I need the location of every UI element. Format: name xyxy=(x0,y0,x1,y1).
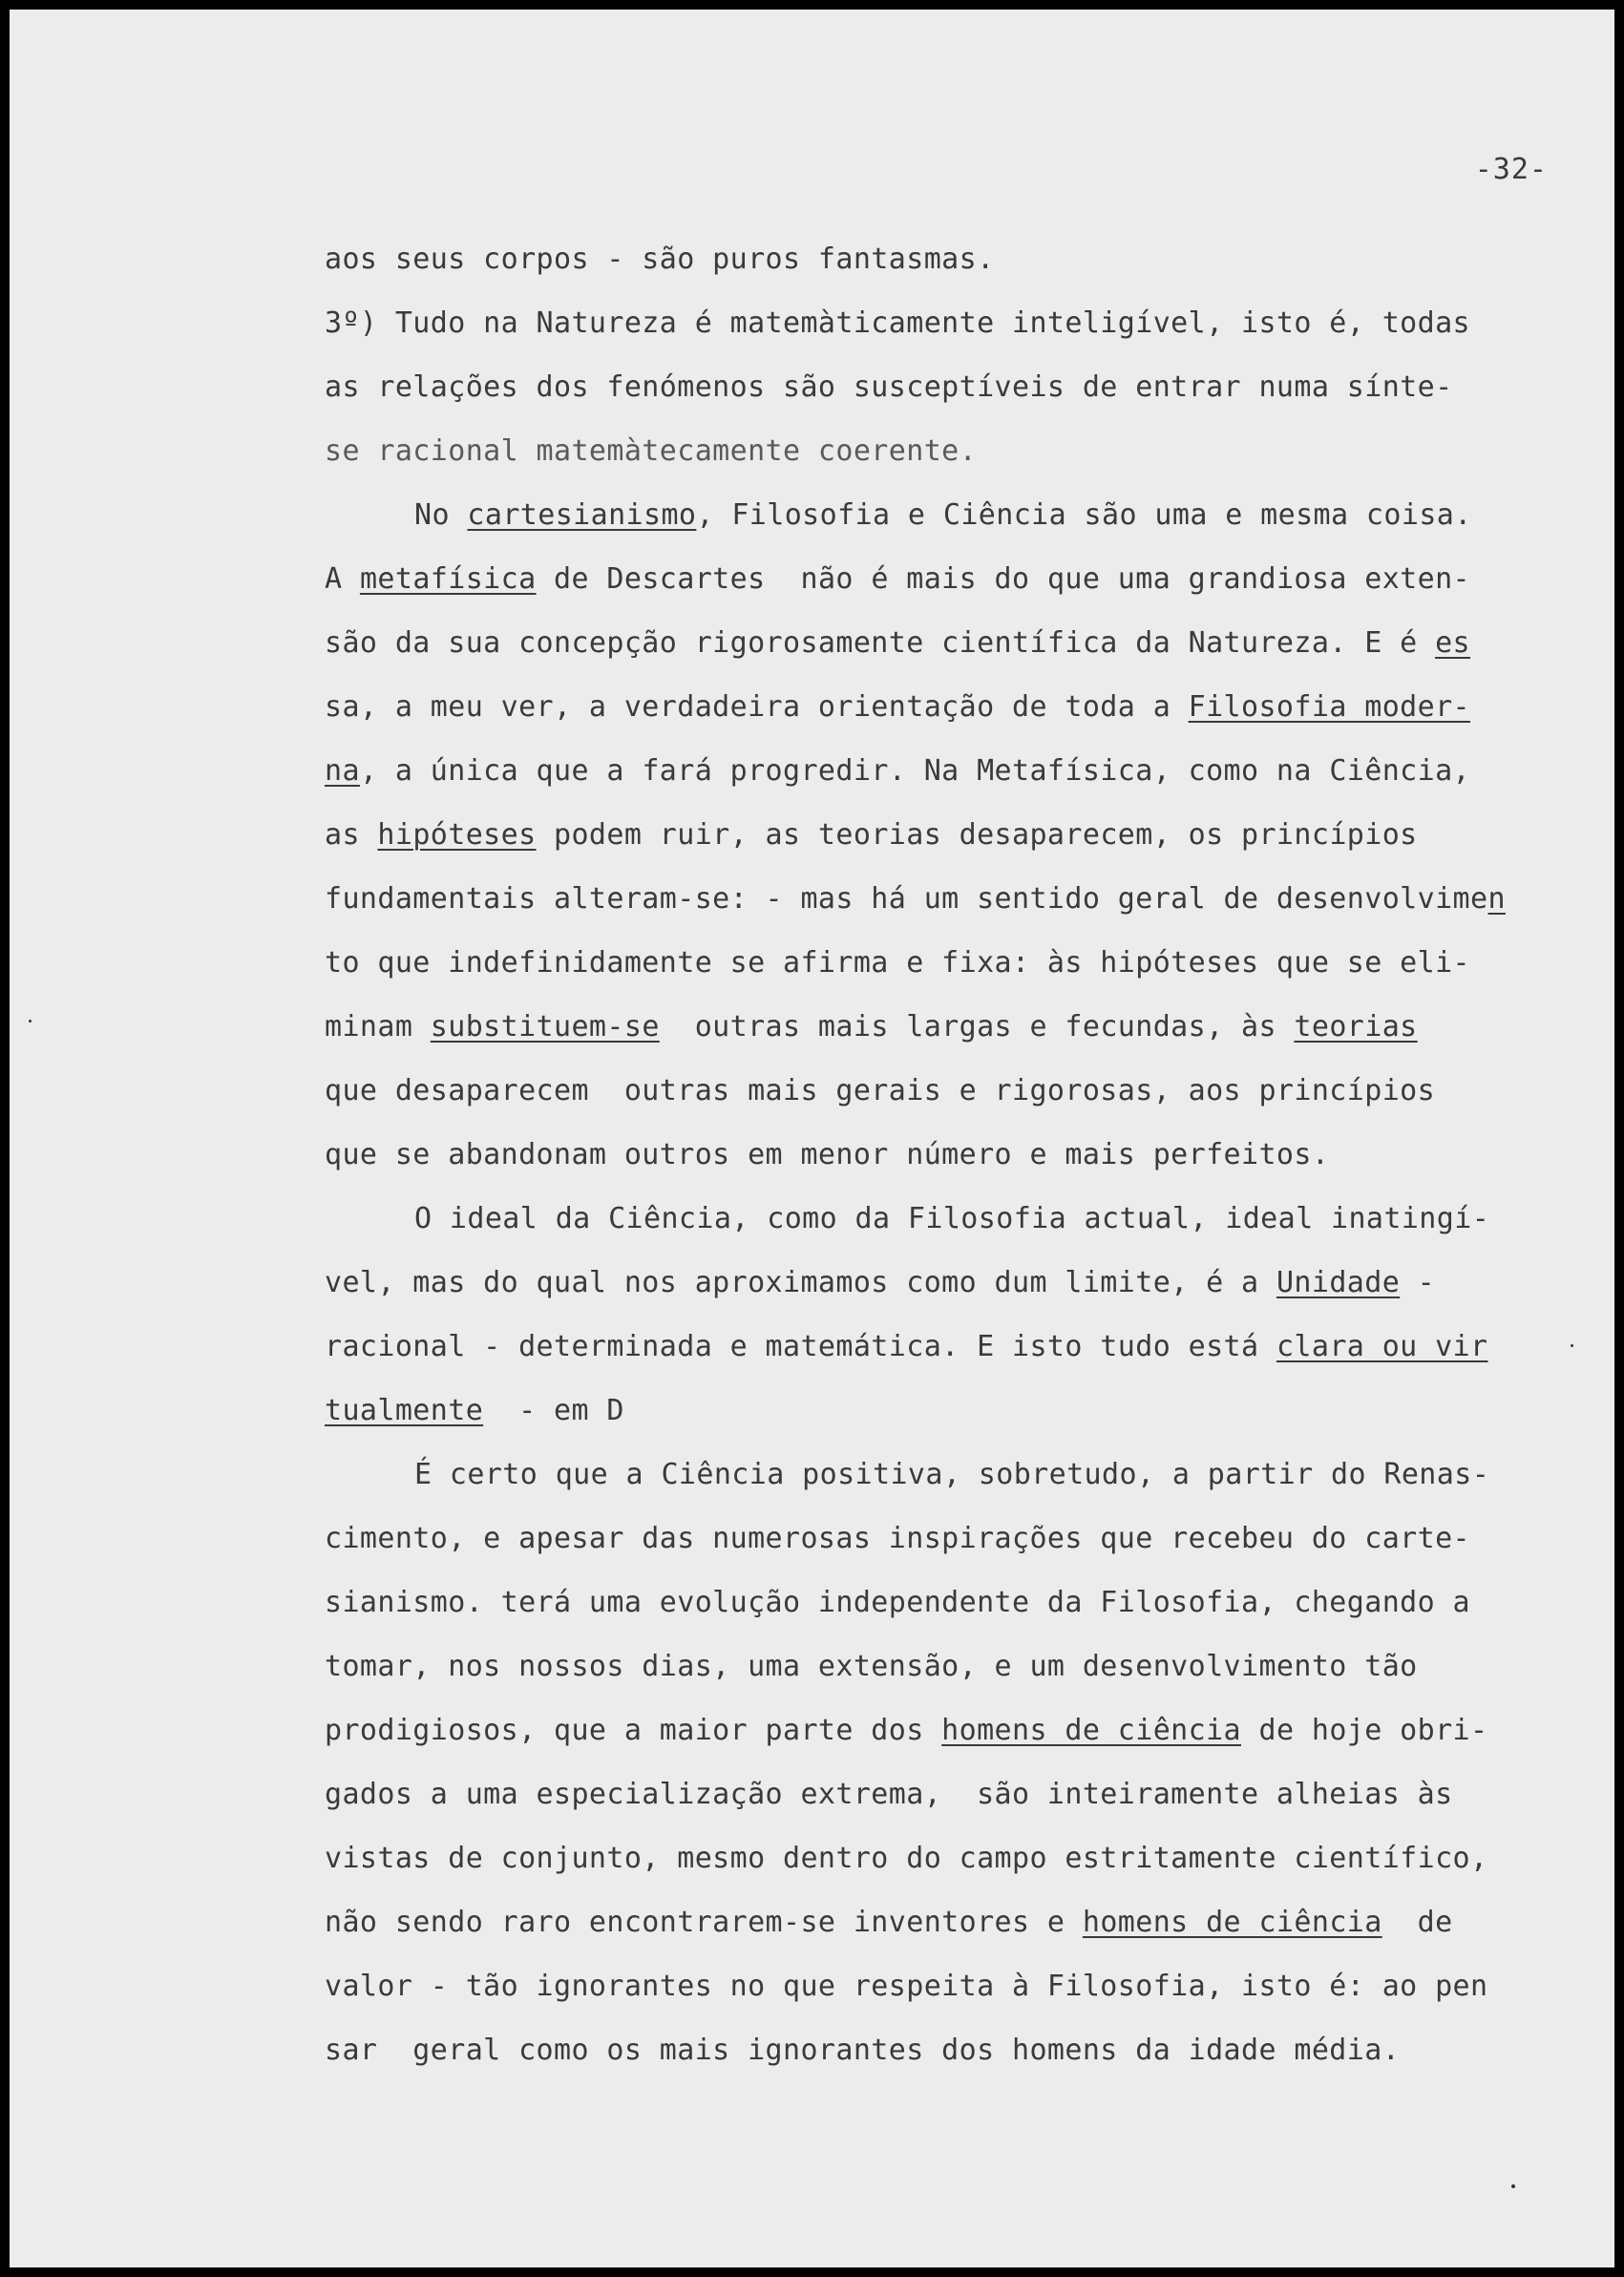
underlined-term: homens de ciência xyxy=(941,1714,1242,1747)
text-line: racional - determinada e matemática. E isto tudo está clara ou vir xyxy=(325,1330,1488,1363)
paragraph-start-line: É certo que a Ciência positiva, sobretudo, a partir do Renas- xyxy=(414,1458,1490,1491)
text-line: fundamentais alteram-se: - mas há um sentido geral de desenvolvimen xyxy=(325,882,1506,916)
paper-speck xyxy=(1511,2184,1515,2188)
underlined-term: homens de ciência xyxy=(1082,1906,1382,1939)
paper-speck xyxy=(1571,1344,1573,1347)
underlined-term: substituem-se xyxy=(430,1010,660,1044)
text-line: aos seus corpos - são puros fantasmas. xyxy=(325,242,995,276)
text-line: que desaparecem outras mais gerais e rigorosas, aos princípios xyxy=(325,1074,1436,1107)
underlined-term: tualmente xyxy=(325,1394,484,1427)
text-line: to que indefinidamente se afirma e fixa: às hipóteses que se eli- xyxy=(325,946,1470,980)
text-line: cimento, e apesar das numerosas inspirações que recebeu do carte- xyxy=(325,1522,1470,1555)
underlined-term: cartesianismo xyxy=(467,498,697,532)
text-line: minam substituem-se outras mais largas e fecundas, às teorias xyxy=(325,1010,1418,1044)
page-number: -32- xyxy=(1474,153,1548,186)
text-line: são da sua concepção rigorosamente científica da Natureza. E é es xyxy=(325,626,1471,660)
text-line: vistas de conjunto, mesmo dentro do campo estritamente científico, xyxy=(325,1842,1488,1875)
text-line: que se abandonam outros em menor número e mais perfeitos. xyxy=(325,1138,1330,1171)
underlined-term: Filosofia moder- xyxy=(1188,690,1471,724)
text-line: na, a única que a fará progredir. Na Metafísica, como na Ciência, xyxy=(325,754,1471,788)
text-line: as hipóteses podem ruir, as teorias desaparecem, os princípios xyxy=(325,818,1418,852)
typed-text-body xyxy=(325,227,1594,2082)
paragraph-start-line: O ideal da Ciência, como da Filosofia actual, ideal inatingí- xyxy=(414,1202,1490,1235)
text-line: sa, a meu ver, a verdadeira orientação de toda a Filosofia moder- xyxy=(325,690,1471,724)
text-line: prodigiosos, que a maior parte dos homens de ciência de hoje obri- xyxy=(325,1714,1488,1747)
text-line: não sendo raro encontrarem-se inventores e homens de ciência de xyxy=(325,1906,1453,1939)
underlined-term: Unidade xyxy=(1276,1266,1401,1299)
text-line: tomar, nos nossos dias, uma extensão, e um desenvolvimento tão xyxy=(325,1650,1418,1683)
text-line: as relações dos fenómenos são susceptíveis de entrar numa sínte- xyxy=(325,370,1453,404)
text-line: sianismo. terá uma evolução independente da Filosofia, chegando a xyxy=(325,1586,1470,1619)
text-line: 3º) Tudo na Natureza é matemàticamente inteligível, isto é, todas xyxy=(325,306,1470,340)
underlined-term: n xyxy=(1487,882,1506,916)
text-line: A metafísica de Descartes não é mais do que uma grandiosa exten- xyxy=(325,562,1471,596)
text-line: vel, mas do qual nos aproximamos como dum limite, é a Unidade - xyxy=(325,1266,1436,1299)
underlined-term: clara ou vir xyxy=(1276,1330,1488,1363)
underlined-term: na xyxy=(325,754,360,788)
text-line: tualmente - em D xyxy=(325,1394,624,1427)
underlined-term: teorias xyxy=(1294,1010,1418,1044)
paragraph-start-line: No cartesianismo, Filosofia e Ciência são uma e mesma coisa. xyxy=(414,498,1472,532)
underlined-term: metafísica xyxy=(359,562,537,596)
paper-speck xyxy=(29,1020,32,1023)
text-line: sar geral como os mais ignorantes dos homens da idade média. xyxy=(325,2034,1401,2067)
text-line: valor - tão ignorantes no que respeita à Filosofia, isto é: ao pen xyxy=(325,1970,1488,2003)
text-line: se racional matemàtecamente coerente. xyxy=(325,434,978,468)
document-page xyxy=(10,10,1614,2267)
underlined-term: es xyxy=(1435,626,1471,660)
text-line: gados a uma especialização extrema, são inteiramente alheias às xyxy=(325,1778,1453,1811)
underlined-term: hipóteses xyxy=(377,818,537,852)
